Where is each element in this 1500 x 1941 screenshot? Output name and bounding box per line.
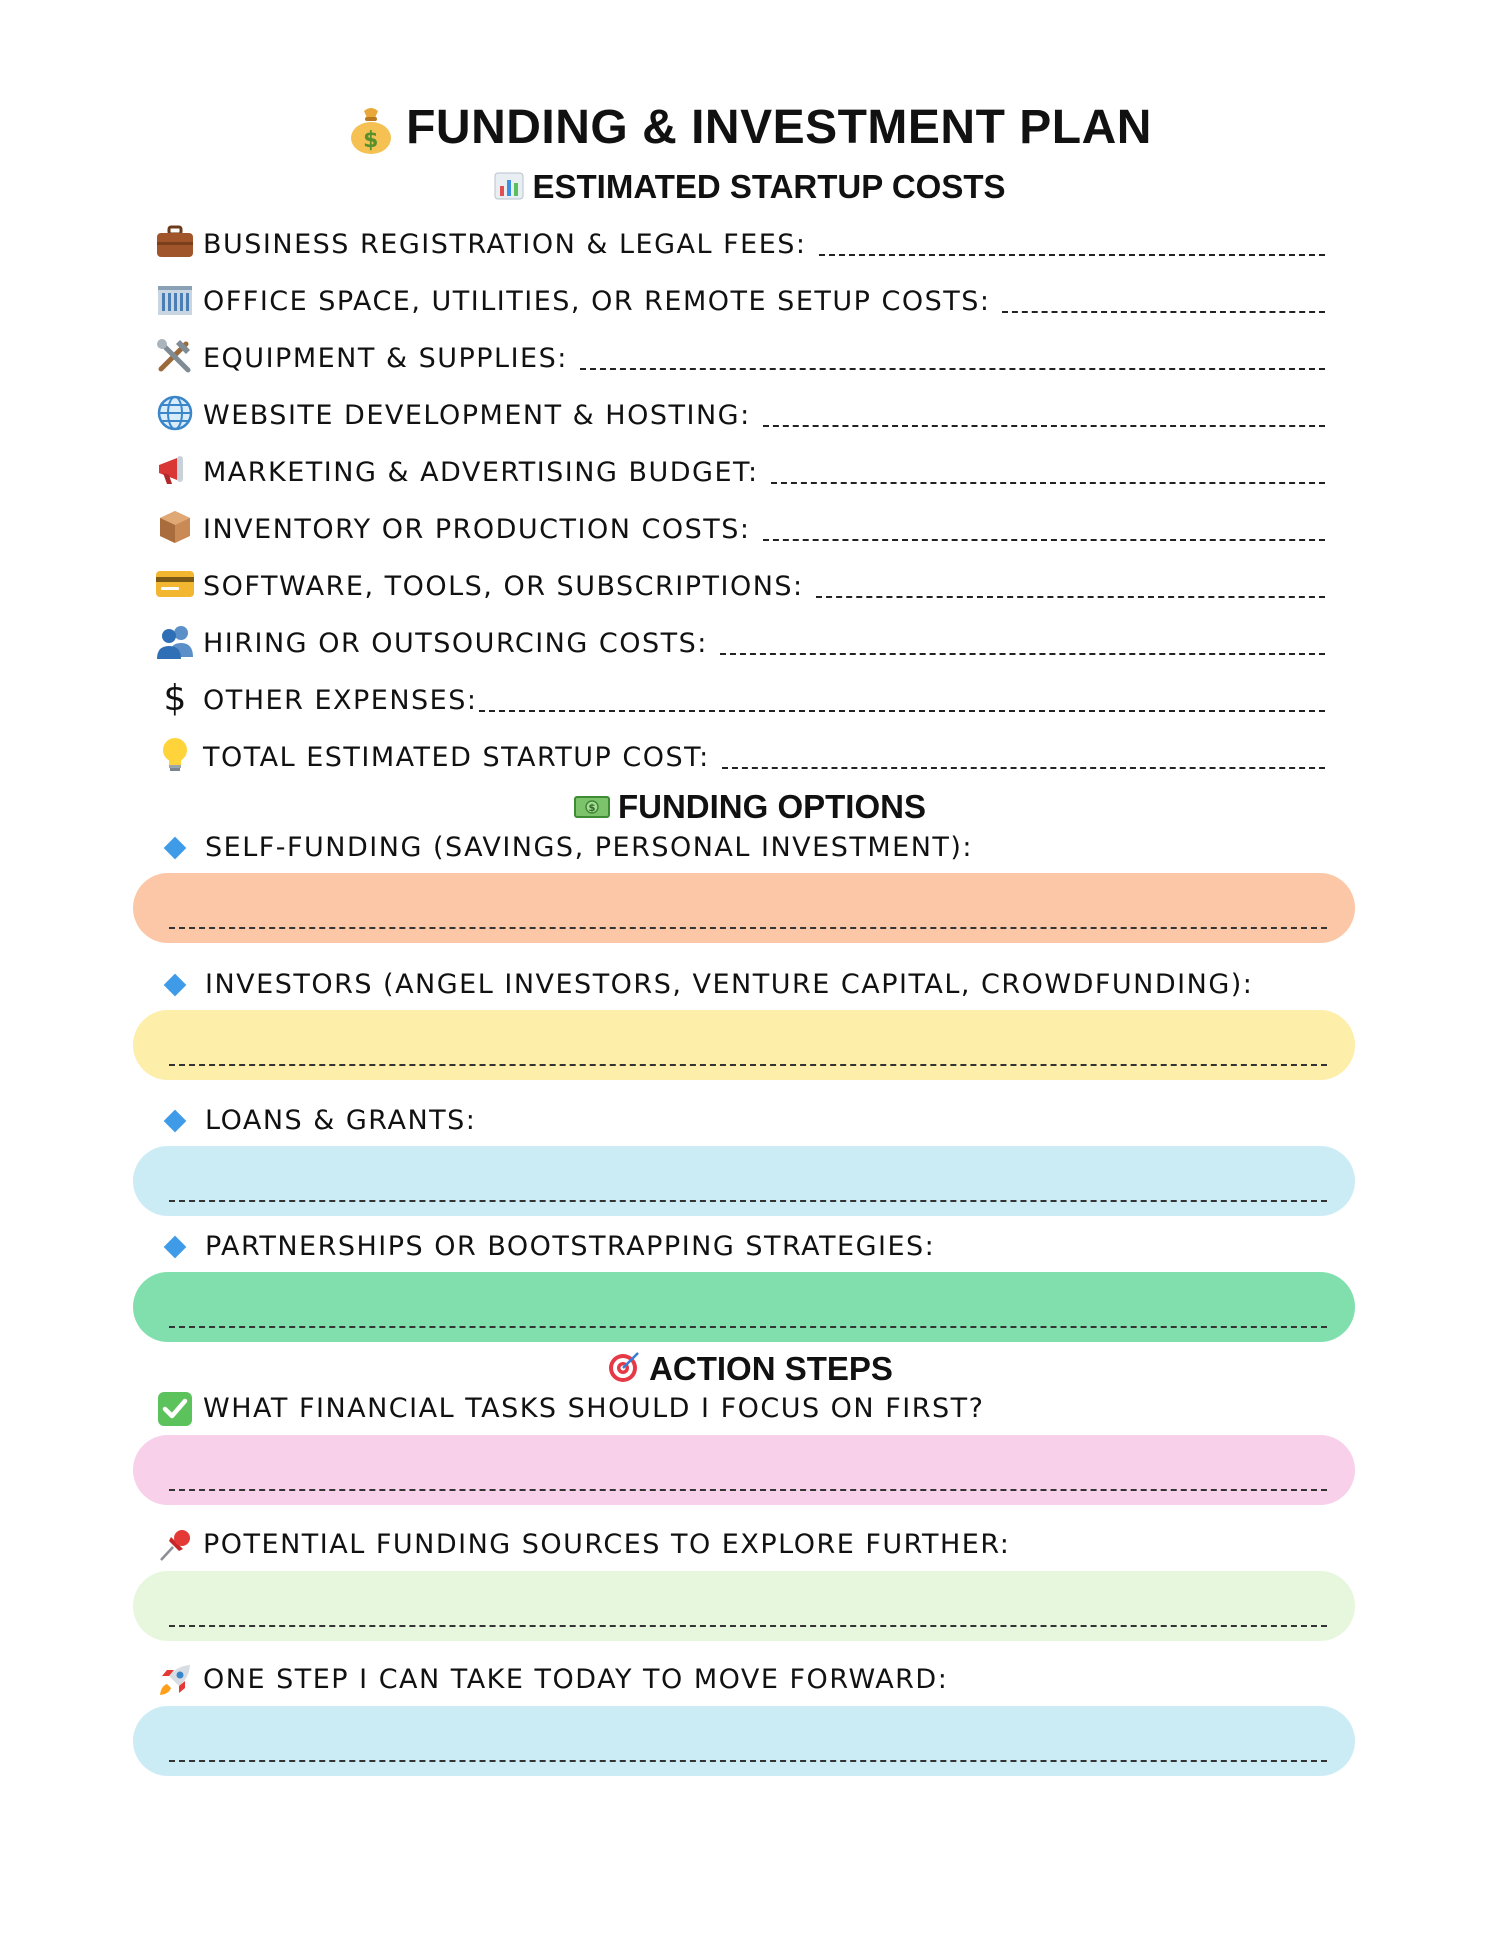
svg-text:$: $ [363,128,379,154]
action-step-focus-first [155,1389,984,1429]
action-steps-heading-text: ACTION STEPS [649,1350,893,1387]
amount-blank-line[interactable] [479,710,1325,712]
answer-blank-line [169,1326,1327,1328]
action-step-one-step [155,1660,948,1700]
action-step-label: ONE STEP I CAN TAKE TODAY TO MOVE FORWARD: [203,1663,949,1695]
light-bulb-icon [155,735,195,775]
cost-row-label: OTHER EXPENSES: [203,685,478,716]
diamond-bullet-icon [164,837,187,860]
amount-blank-line[interactable] [1002,311,1325,313]
diamond-bullet-icon [164,974,187,997]
funding-option-label: SELF-FUNDING (SAVINGS, PERSONAL INVESTMENT): [205,831,974,863]
target-icon [607,1350,641,1392]
dollar-sign-icon: $ [163,677,187,719]
cost-row-label: WEBSITE DEVELOPMENT & HOSTING: [203,400,751,431]
cost-row-label: HIRING OR OUTSOURCING COSTS: [203,628,708,659]
megaphone-icon [155,450,195,490]
cost-row-business-registration [155,218,1325,262]
people-icon [155,621,195,661]
cost-row-equipment [155,332,1325,376]
package-icon [155,507,195,547]
focus-first-answer-field[interactable] [133,1435,1355,1505]
page-title-text: FUNDING & INVESTMENT PLAN [406,101,1152,154]
dollar-banknote-icon [574,790,610,828]
investors-answer-field[interactable] [133,1010,1355,1080]
funding-option-label: PARTNERSHIPS OR BOOTSTRAPPING STRATEGIES: [205,1230,936,1262]
amount-blank-line[interactable] [722,767,1325,769]
cost-row-label: INVENTORY OR PRODUCTION COSTS: [203,514,751,545]
startup-costs-heading-text: ESTIMATED STARTUP COSTS [532,168,1006,205]
cost-row-label: OFFICE SPACE, UTILITIES, OR REMOTE SETUP COSTS: [203,286,991,317]
cost-row-label: TOTAL ESTIMATED STARTUP COST: [203,742,710,773]
answer-blank-line [169,1625,1327,1627]
diamond-bullet-icon [164,1236,187,1259]
funding-options-heading-text: FUNDING OPTIONS [617,788,926,825]
svg-text:$: $ [588,803,596,815]
cost-row-hiring [155,617,1325,661]
amount-blank-line[interactable] [720,653,1325,655]
briefcase-icon [155,222,195,262]
amount-blank-line[interactable] [763,539,1326,541]
amount-blank-line[interactable] [816,596,1325,598]
cost-row-label: EQUIPMENT & SUPPLIES: [203,343,568,374]
partnerships-answer-field[interactable] [133,1272,1355,1342]
answer-blank-line [169,1200,1327,1202]
diamond-bullet-icon [164,1110,187,1133]
action-step-explore-sources [155,1525,1010,1565]
answer-blank-line [169,1760,1327,1762]
answer-blank-line [169,1064,1327,1066]
funding-option-label: LOANS & GRANTS: [205,1104,477,1136]
answer-blank-line [169,1489,1327,1491]
loans-answer-field[interactable] [133,1146,1355,1216]
cost-row-software [155,560,1325,604]
funding-option-label: INVESTORS (ANGEL INVESTORS, VENTURE CAPITAL, CROWDFUNDING): [205,968,1254,1000]
funding-option-partnerships [155,1227,935,1267]
pushpin-icon [155,1525,195,1565]
credit-card-icon [155,564,195,604]
cost-row-label: BUSINESS REGISTRATION & LEGAL FEES: [203,229,807,260]
office-building-icon [155,279,195,319]
answer-blank-line [169,927,1327,929]
cost-row-label: MARKETING & ADVERTISING BUDGET: [203,457,759,488]
bar-chart-icon [494,170,524,208]
amount-blank-line[interactable] [819,254,1325,256]
page-title [0,100,1500,155]
cost-row-total [155,731,1325,775]
cost-row-inventory [155,503,1325,547]
money-bag-icon [348,105,394,155]
cost-row-label: SOFTWARE, TOOLS, OR SUBSCRIPTIONS: [203,571,804,602]
amount-blank-line[interactable] [580,368,1325,370]
one-step-answer-field[interactable] [133,1706,1355,1776]
cost-row-website [155,389,1325,433]
cost-row-marketing [155,446,1325,490]
self-funding-answer-field[interactable] [133,873,1355,943]
funding-option-investors [155,965,1253,1005]
action-step-label: POTENTIAL FUNDING SOURCES TO EXPLORE FURTHER: [203,1528,1011,1560]
funding-option-self-funding [155,828,973,868]
check-mark-icon [155,1389,195,1429]
tools-icon [155,336,195,376]
rocket-icon [155,1660,195,1700]
action-step-label: WHAT FINANCIAL TASKS SHOULD I FOCUS ON FIRST? [203,1392,985,1424]
amount-blank-line[interactable] [771,482,1325,484]
explore-sources-answer-field[interactable] [133,1571,1355,1641]
amount-blank-line[interactable] [763,425,1325,427]
cost-row-office-space [155,275,1325,319]
funding-option-loans [155,1101,476,1141]
funding-options-heading [0,788,1500,828]
action-steps-heading [0,1350,1500,1392]
startup-costs-heading [0,168,1500,208]
globe-icon [155,393,195,433]
cost-row-other-expenses [155,674,1325,718]
